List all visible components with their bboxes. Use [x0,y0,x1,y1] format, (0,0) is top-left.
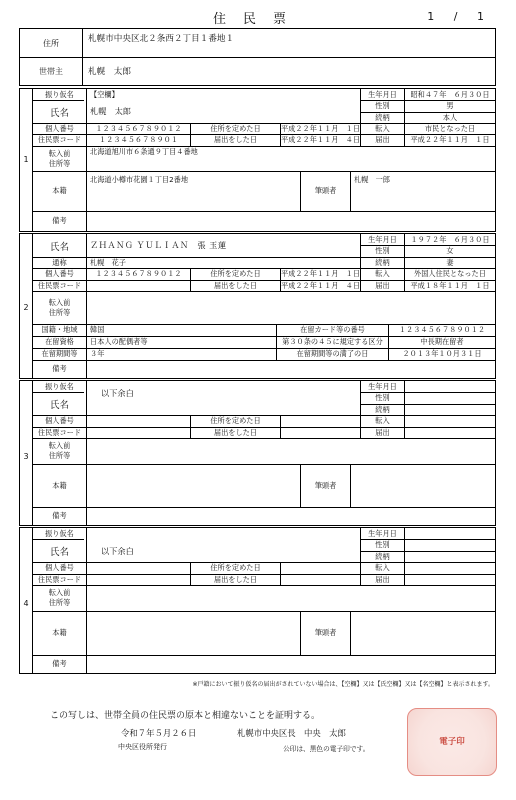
mayor-name: 札幌市中央区長 中央 太郎 [237,728,346,738]
move-in-note: 市民となった日 [424,123,476,133]
person-4-block [19,527,496,674]
birth-label: 生年月日 [368,234,397,244]
notify-label: 届出 [375,427,390,437]
notify-date: 平成２２年１１月 １日 [410,135,490,144]
moved-date-label: 住所を定めた日 [210,123,261,133]
resident-code-value: １２３４５６７８９０１ [98,135,179,144]
seal-text: 電子印 [439,737,465,747]
relation-label: 続柄 [375,404,390,414]
kana-value: 【空欄】 [90,89,119,99]
prev-address-label: 転入前 住所等 [48,441,71,460]
card-no-label: 在留カード等の番号 [300,325,365,334]
notified-date-value: 平成２２年１１月 ４日 [281,135,360,144]
card-no-value: １２３４５６７８９０１２ [398,325,486,334]
notified-date-label: 届出をした日 [213,427,258,437]
sex-label: 性別 [375,101,390,110]
birth-label: 生年月日 [368,89,397,99]
relation-label: 続柄 [375,112,390,122]
move-in-label: 転入 [375,269,390,278]
notify-label: 届出 [375,574,390,584]
period-end-label: 在留期間等の満了の日 [296,349,369,358]
name-label: 氏名 [49,399,69,411]
name-value: 以下余白 [101,545,134,556]
honseki-label: 本籍 [52,186,67,195]
document-title: 住民票 [212,12,303,27]
personal-no-value: １２３４５６７８９０１２ [95,269,182,278]
personal-no-value: １２３４５６７８９０１２ [95,123,182,133]
moved-date-label: 住所を定めた日 [210,563,261,572]
sex-label: 性別 [375,393,390,402]
hittousha-label: 筆頭者 [314,186,337,195]
person-2-block [19,233,496,379]
sex-value: 男 [446,101,454,110]
person-number: 1 [23,154,29,164]
birth-label: 生年月日 [368,528,397,538]
period-value: ３年 [90,349,105,358]
personal-no-label: 個人番号 [45,269,74,278]
sex-value: 女 [446,246,454,255]
moved-date-value: 平成２２年１１月 １日 [281,123,360,133]
notify-label: 届出 [375,135,390,144]
name-value: 以下余白 [101,387,134,398]
biko-label: 備考 [52,659,67,668]
page-number: 1 / 1 [427,10,492,23]
sex-label: 性別 [375,246,390,255]
kana-label: 振り仮名 [45,381,74,391]
prev-address-value: 北海道旭川市６条通９丁目４番地 [90,147,198,156]
nationality-value: 韓国 [90,325,105,334]
honseki-label: 本籍 [52,628,67,637]
person-number: 2 [23,302,29,312]
move-in-label: 転入 [375,416,390,425]
hittousha-label: 筆頭者 [314,628,337,637]
relation-value: 妻 [446,257,454,267]
biko-label: 備考 [52,364,67,373]
kana-label: 振り仮名 [45,89,74,99]
move-in-label: 転入 [375,563,390,572]
notify-label: 届出 [375,280,390,290]
electronic-seal-icon [407,708,497,776]
head-label: 世帯主 [39,66,63,76]
period-label: 在留期間等 [41,349,78,358]
personal-no-label: 個人番号 [45,563,74,572]
resident-code-label: 住民票コード [37,427,82,437]
relation-value: 本人 [442,112,458,122]
relation-label: 続柄 [375,551,390,561]
moved-date-label: 住所を定めた日 [210,416,261,425]
name-label: 氏名 [49,107,69,119]
birth-value: １９７２年 ６月３０日 [410,234,490,244]
footnote: ※戸籍において振り仮名の届出がされていない場合は、【空欄】又は【氏空欄】又は【名空欄】と表示されます。 [192,681,494,688]
name-label: 氏名 [49,241,69,253]
nationality-label: 国籍・地域 [41,325,78,334]
address-label: 住所 [43,38,59,48]
issuing-office: 中央区役所発行 [118,743,167,751]
personal-no-label: 個人番号 [45,416,74,425]
moved-date-label: 住所を定めた日 [210,269,261,278]
notified-date-label: 届出をした日 [213,574,258,584]
address-value: 札幌市中央区北２条西２丁目１番地１ [88,34,235,44]
person-3-block [19,380,496,526]
biko-label: 備考 [52,216,67,225]
status-kubun-value: 中長期在留者 [420,337,464,346]
relation-label: 続柄 [375,257,390,267]
resident-code-label: 住民票コード [37,280,82,290]
name-value: 札幌 太郎 [90,106,131,116]
hittousha-value: 札幌 一郎 [354,175,390,184]
move-in-label: 転入 [375,123,390,133]
issue-date: 令和７年５月２６日 [121,728,197,738]
honseki-value: 北海道小樽市花園１丁目2番地 [90,175,189,184]
person-number: 3 [23,451,29,461]
moved-date-value: 平成２２年１１月 １日 [281,269,360,278]
person-1-block [19,88,496,232]
household-box [19,28,496,86]
biko-label: 備考 [52,511,67,520]
birth-label: 生年月日 [368,381,397,391]
status-kubun-label: 第３０条の４５に規定する区分 [282,337,383,346]
name-value: ＺＨＡＮＧ ＹＵＬＩＡＮ 張 玉蓮 [90,240,227,250]
notified-date-value: 平成２２年１１月 ４日 [281,280,360,290]
head-value: 札幌 太郎 [88,67,131,77]
move-in-note: 外国人住民となった日 [414,269,486,278]
notify-date: 平成１８年１１月 １日 [410,280,490,290]
alias-value: 札幌 花子 [90,257,126,267]
certification-statement: この写しは、世帯全員の住民票の原本と相違ないことを証明する。 [50,711,321,721]
prev-address-label: 転入前 住所等 [48,297,71,317]
kana-label: 振り仮名 [45,528,74,538]
status-label: 在留資格 [45,337,74,346]
period-end-value: ２０１３年１０月３１日 [402,349,482,358]
seal-note: 公印は、黒色の電子印です。 [283,745,370,753]
person-number: 4 [23,598,29,608]
birth-value: 昭和４７年 ６月３０日 [410,89,490,99]
resident-code-label: 住民票コード [37,135,82,144]
prev-address-label: 転入前 住所等 [48,588,71,607]
hittousha-label: 筆頭者 [314,480,337,490]
prev-address-label: 転入前 住所等 [48,148,71,168]
status-value: 日本人の配偶者等 [90,337,148,346]
notified-date-label: 届出をした日 [213,280,258,290]
sex-label: 性別 [375,540,390,549]
personal-no-label: 個人番号 [45,123,74,133]
notified-date-label: 届出をした日 [213,135,258,144]
alias-label: 通称 [52,257,67,267]
honseki-label: 本籍 [52,480,67,490]
name-label: 氏名 [49,546,69,558]
resident-code-label: 住民票コード [37,574,82,584]
